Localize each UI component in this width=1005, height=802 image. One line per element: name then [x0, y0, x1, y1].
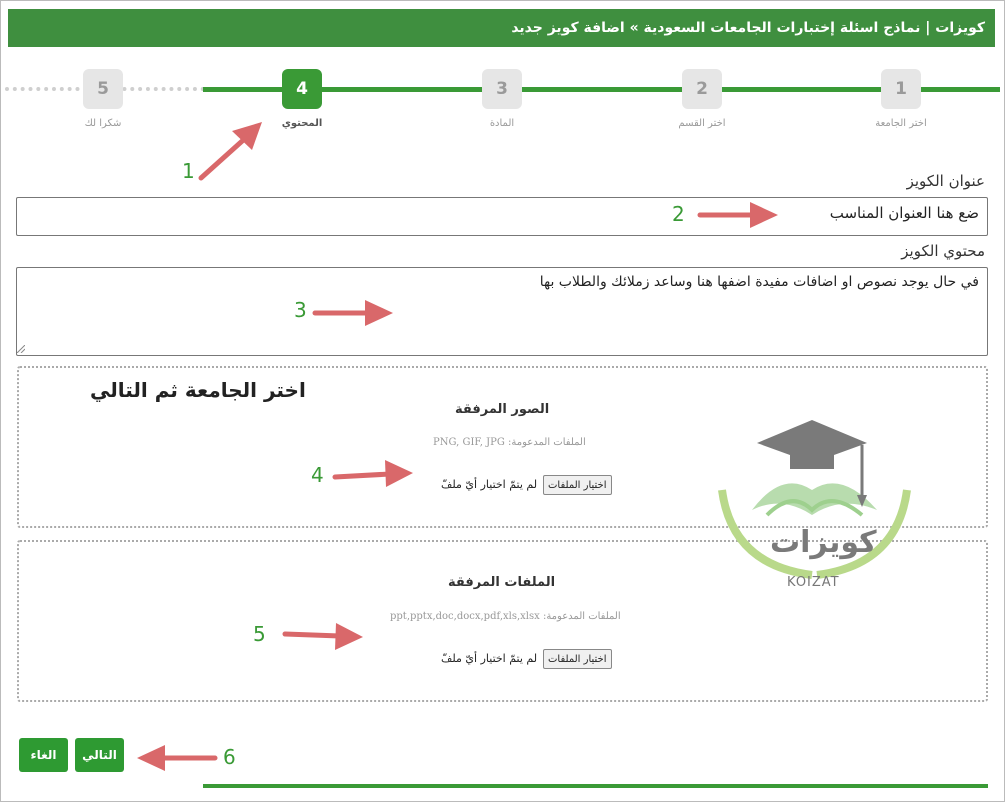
- watermark-latin: KOIZAT: [787, 575, 840, 590]
- annotation-number-4: 4: [311, 463, 324, 487]
- annotation-number-6: 6: [223, 745, 236, 769]
- quiz-title-input[interactable]: ضع هنا العنوان المناسب: [16, 197, 988, 236]
- step-1-label: اختر الجامعة: [875, 118, 927, 129]
- breadcrumb: كويزات | نماذج اسئلة إختبارات الجامعات السعودية » اضافة كويز جديد: [511, 20, 985, 36]
- step-3-label: المادة: [489, 118, 515, 129]
- files-section-hint: الملفات المدعومة: ppt,pptx,doc,docx,pdf,xls,xlsx: [390, 611, 621, 622]
- quiz-content-textarea[interactable]: في حال يوجد نصوص او اضافات مفيدة اضفها هنا وساعد زملائك والطلاب بها: [16, 267, 988, 356]
- annotation-number-5: 5: [253, 622, 266, 646]
- files-no-file-text: لم يتمّ اختيار أيّ ملفّ: [441, 652, 538, 665]
- images-no-file-text: لم يتمّ اختيار أيّ ملفّ: [441, 478, 538, 491]
- step-4[interactable]: 4: [282, 69, 322, 109]
- step-4-label: المحتوي: [281, 118, 323, 129]
- annotation-number-2: 2: [672, 202, 685, 226]
- breadcrumb-header: [8, 9, 995, 47]
- step-5[interactable]: 5: [83, 69, 123, 109]
- images-section-title: الصور المرفقة: [455, 402, 550, 417]
- bottom-progress-bar: [203, 784, 988, 788]
- watermark-arabic: كويزات: [770, 525, 877, 560]
- annotation-number-3: 3: [294, 298, 307, 322]
- quiz-content-label: محتوي الكويز: [901, 242, 985, 260]
- files-section-title: الملفات المرفقة: [448, 575, 556, 590]
- annotation-number-1: 1: [182, 159, 195, 183]
- resize-handle-icon[interactable]: [17, 345, 25, 353]
- step-2[interactable]: 2: [682, 69, 722, 109]
- images-choose-files-button[interactable]: اختيار الملفات: [543, 475, 612, 495]
- images-section-hint: الملفات المدعومة: PNG, GIF, JPG: [433, 437, 586, 448]
- files-choose-files-button[interactable]: اختيار الملفات: [543, 649, 612, 669]
- step-3[interactable]: 3: [482, 69, 522, 109]
- next-button[interactable]: التالي: [75, 738, 124, 772]
- step-5-label: شكرا لك: [84, 118, 122, 129]
- annotation-instruction: اختر الجامعة ثم التالي: [90, 378, 306, 402]
- cancel-button[interactable]: الغاء: [19, 738, 68, 772]
- quiz-title-label: عنوان الكويز: [906, 172, 985, 190]
- step-1[interactable]: 1: [881, 69, 921, 109]
- step-2-label: اختر القسم: [678, 118, 726, 129]
